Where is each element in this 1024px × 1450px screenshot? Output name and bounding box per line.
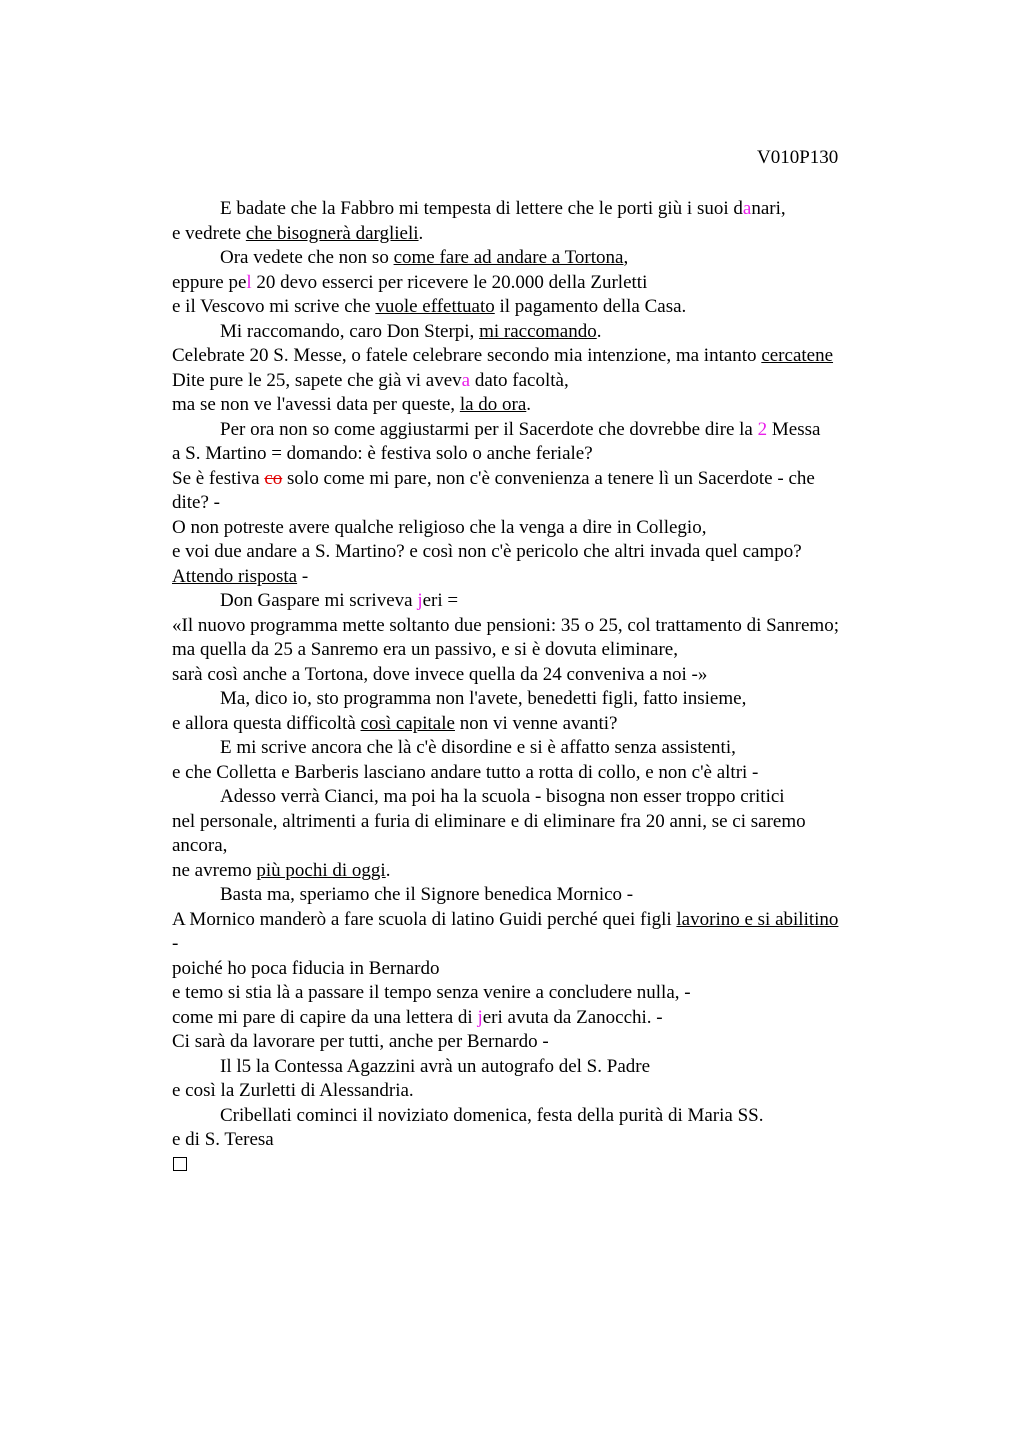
text-line: Attendo risposta - (172, 565, 309, 587)
letter-body (172, 197, 912, 1178)
text-line: e temo si stia là a passare il tempo senza venire a concludere nulla, - (172, 982, 691, 1003)
text-line: ancora, (172, 835, 228, 856)
text-line: Dite pure le 25, sapete che già vi aveva dato facoltà, (172, 369, 569, 391)
highlighted-char: 2 (757, 418, 768, 440)
deleted-text: co (264, 467, 283, 489)
text-line: sarà così anche a Tortona, dove invece quella da 24 conveniva a noi -» (172, 663, 708, 685)
text-line: Adesso verrà Cianci, ma poi ha la scuola - bisogna non esser troppo critici (220, 786, 785, 807)
text-line: E badate che la Fabbro mi tempesta di lettere che le porti giù i suoi danari, (220, 198, 786, 219)
page-identifier: V010P130 (757, 147, 839, 168)
text-line: come mi pare di capire da una lettera di jeri avuta da Zanocchi. - (172, 1006, 663, 1028)
end-box-icon (173, 1157, 187, 1171)
underlined-text: più pochi di oggi (256, 859, 386, 881)
highlighted-char: l (246, 271, 252, 293)
text-line: A Mornico manderò a fare scuola di latino Guidi perché quei figli lavorino e si abilitino (172, 908, 839, 930)
text-line: Ora vedete che non so come fare ad andare a Tortona, (220, 247, 629, 268)
text-line: Don Gaspare mi scriveva jeri = (220, 590, 459, 611)
text-line: ma se non ve l'avessi data per queste, la do ora. (172, 394, 532, 415)
text-line: poiché ho poca fiducia in Bernardo (172, 957, 440, 979)
text-line: Celebrate 20 S. Messe, o fatele celebrare secondo mia intenzione, ma intanto cercatene (172, 345, 834, 366)
highlighted-char: j (417, 590, 423, 611)
text-line: Se è festiva co solo come mi pare, non c'è convenienza a tenere lì un Sacerdote - che (172, 467, 815, 489)
text-line: Ci sarà da lavorare per tutti, anche per Bernardo - (172, 1031, 549, 1052)
underlined-text: cercatene (761, 345, 834, 366)
text-line: e così la Zurletti di Alessandria. (172, 1080, 414, 1101)
text-line: dite? - (172, 492, 221, 513)
text-line: a S. Martino = domando: è festiva solo o anche feriale? (172, 443, 593, 464)
text-line: nel personale, altrimenti a furia di eliminare e di eliminare fra 20 anni, se ci saremo (172, 810, 806, 832)
underlined-text: lavorino e si abilitino (676, 908, 839, 930)
underlined-text: Attendo risposta (172, 565, 298, 587)
text-line: eppure pel 20 devo esserci per ricevere le 20.000 della Zurletti (172, 271, 648, 293)
text-line: e di S. Teresa (172, 1129, 274, 1150)
text-line: - (172, 933, 179, 954)
text-line: E mi scrive ancora che là c'è disordine e si è affatto senza assistenti, (220, 737, 736, 758)
text-line: Mi raccomando, caro Don Sterpi, mi raccomando. (220, 320, 602, 342)
text-line: Ma, dico io, sto programma non l'avete, benedetti figli, fatto insieme, (220, 688, 747, 709)
text-line: e vedrete che bisognerà darglieli. (172, 222, 424, 244)
text-line: Il l5 la Contessa Agazzini avrà un autografo del S. Padre (220, 1055, 651, 1077)
underlined-text: la do ora (459, 394, 527, 415)
underlined-text: vuole effettuato (375, 296, 495, 317)
text-line: ne avremo più pochi di oggi. (172, 859, 391, 881)
highlighted-char: a (742, 198, 752, 219)
underlined-text: come fare ad andare a Tortona (393, 247, 624, 268)
text-line: Basta ma, speriamo che il Signore benedica Mornico - (220, 884, 634, 905)
text-line: e che Colletta e Barberis lasciano andare tutto a rotta di collo, e non c'è altri - (172, 761, 759, 783)
underlined-text: così capitale (360, 712, 455, 734)
highlighted-char: j (477, 1006, 483, 1028)
text-line: O non potreste avere qualche religioso che la venga a dire in Collegio, (172, 516, 707, 538)
underlined-text: mi raccomando (479, 320, 597, 342)
text-line: e voi due andare a S. Martino? e così non c'è pericolo che altri invada quel campo? (172, 541, 802, 562)
underlined-text: che bisognerà darglieli (245, 222, 419, 244)
text-line: Per ora non so come aggiustarmi per il Sacerdote che dovrebbe dire la 2 Messa (220, 418, 821, 440)
text-line: ma quella da 25 a Sanremo era un passivo, e si è dovuta eliminare, (172, 639, 678, 660)
text-line: e il Vescovo mi scrive che vuole effettuato il pagamento della Casa. (172, 296, 687, 317)
text-line: e allora questa difficoltà così capitale non vi venne avanti? (172, 712, 618, 734)
text-line: «Il nuovo programma mette soltanto due pensioni: 35 o 25, col trattamento di Sanremo; (172, 614, 839, 636)
highlighted-char: a (461, 369, 471, 391)
end-marker-line (172, 1153, 912, 1179)
text-line: Cribellati cominci il noviziato domenica, festa della purità di Maria SS. (220, 1104, 764, 1126)
